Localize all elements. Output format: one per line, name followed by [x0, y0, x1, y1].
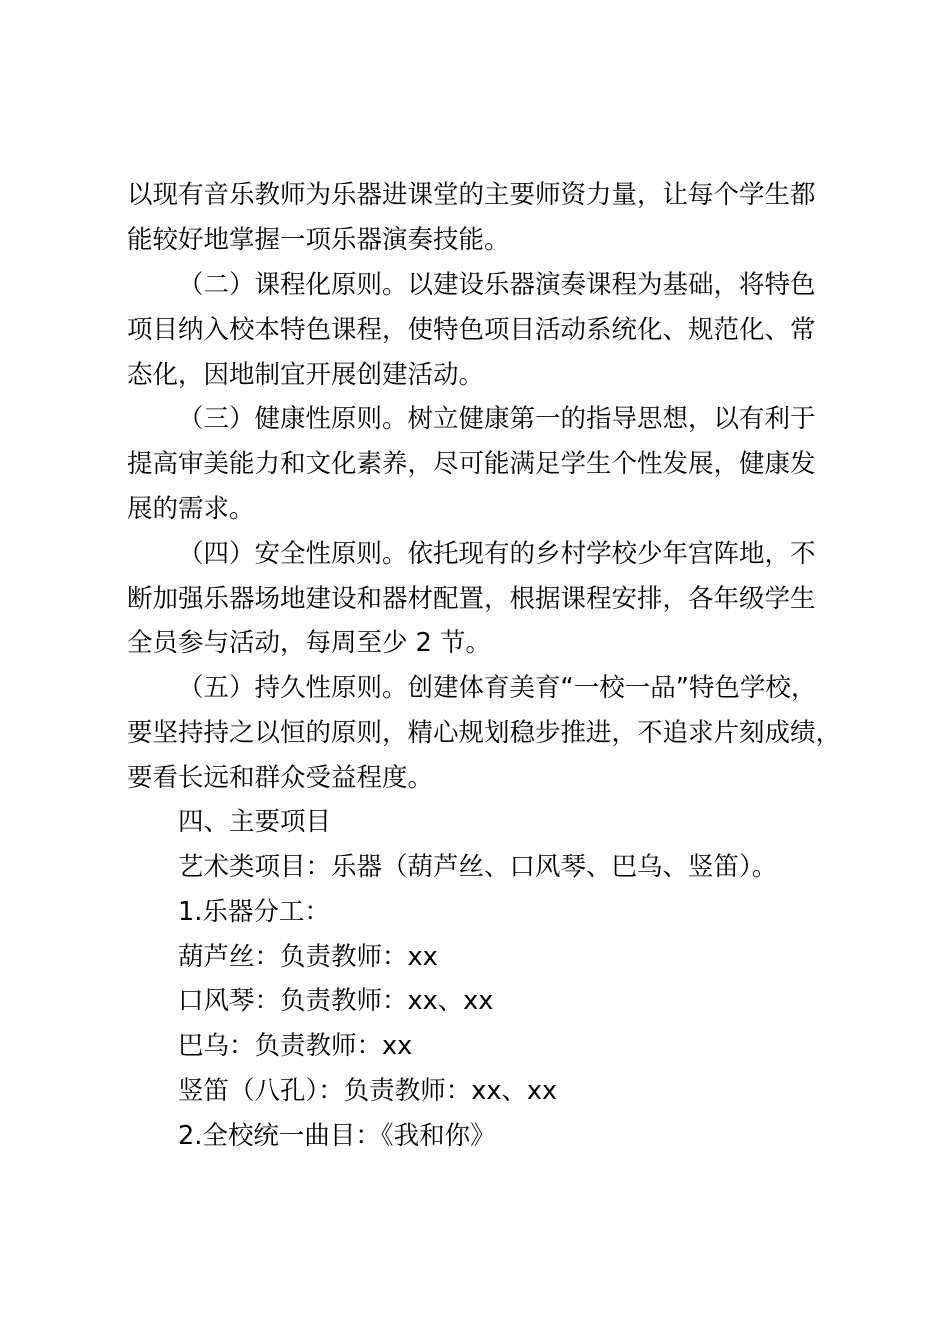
principle-4-line: 全员参与活动，每周至少 2 节。	[127, 628, 491, 658]
art-project-line: 艺术类项目：乐器（葫芦丝、口风琴、巴乌、竖笛）。	[178, 852, 778, 882]
principle-4-line: 断加强乐器场地建设和器材配置，根据课程安排，各年级学生	[127, 584, 816, 614]
division-heading: 1.乐器分工：	[178, 897, 330, 927]
paragraph-line: 以现有音乐教师为乐器进课堂的主要师资力量，让每个学生都	[127, 180, 816, 210]
principle-2-line: 项目纳入校本特色课程，使特色项目活动系统化、规范化、常	[127, 315, 816, 345]
section-heading: 四、主要项目	[178, 807, 332, 837]
assignment-line: 口风琴：负责教师：xx、xx	[178, 986, 494, 1016]
principle-5-line: 要看长远和群众受益程度。	[127, 763, 434, 793]
principle-5-line: 要坚持持之以恒的原则，精心规划稳步推进，不追求片刻成绩，	[127, 718, 842, 748]
unified-song-line: 2.全校统一曲目：《我和你》	[178, 1121, 496, 1151]
principle-2-line: 态化，因地制宜开展创建活动。	[127, 360, 485, 390]
assignment-line: 巴乌：负责教师：xx	[178, 1031, 413, 1061]
assignment-line: 竖笛（八孔）：负责教师：xx、xx	[178, 1076, 558, 1106]
principle-3-line: 提高审美能力和文化素养，尽可能满足学生个性发展，健康发	[127, 449, 816, 479]
principle-3-line: 展的需求。	[127, 494, 255, 524]
assignment-line: 葫芦丝：负责教师：xx	[178, 942, 438, 972]
principle-4-line: （四）安全性原则。依托现有的乡村学校少年宫阵地，不	[178, 539, 816, 569]
paragraph-line: 能较好地掌握一项乐器演奏技能。	[127, 225, 510, 255]
principle-3-line: （三）健康性原则。树立健康第一的指导思想，以有利于	[178, 404, 816, 434]
principle-5-line: （五）持久性原则。创建体育美育“一校一品”特色学校，	[178, 673, 817, 703]
principle-2-line: （二）课程化原则。以建设乐器演奏课程为基础，将特色	[178, 270, 816, 300]
